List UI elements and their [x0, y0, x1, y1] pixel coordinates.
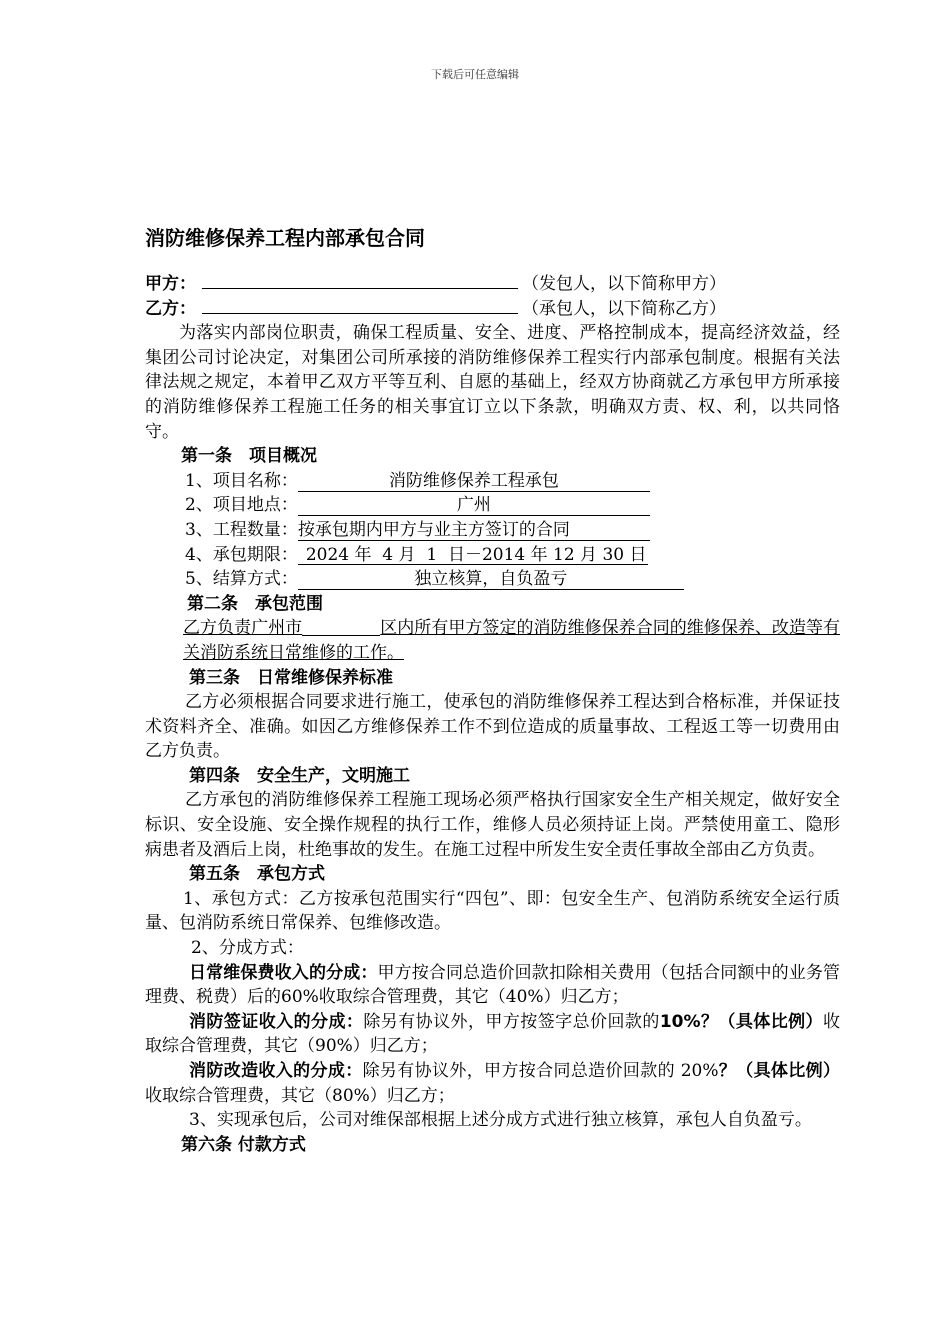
article-4-text: 乙方承包的消防维修保养工程施工现场必须严格执行国家安全生产相关规定，做好安全标识、安全设施、安全操作规程的执行工作，维修人员必须持证上岗。严禁使用童工、隐形病患者及酒后上岗，杜绝事故的发生。在施工过程中所发生安全责任事故全部由乙方负责。 — [145, 790, 840, 860]
split-visa-text-b: 收取综合管理费，其它（90%）归乙方； — [145, 1011, 840, 1057]
item-label: 2、项目地点： — [185, 495, 298, 516]
contract-period-item — [145, 543, 840, 568]
article-2-heading: 第二条 承包范围 — [187, 593, 323, 614]
article-1-heading: 第一条 项目概况 — [181, 446, 317, 467]
scope-text-b: 区内所有甲方签定的消防维修保养合同的维修保养、改造等有关消防系统日常维修的工作。 — [183, 618, 841, 663]
item-label: 3、工程数量： — [185, 519, 298, 540]
party-a-blank — [202, 272, 518, 289]
page-header: 下载后可任意编辑 — [431, 68, 519, 81]
intro-paragraph: 为落实内部岗位职责，确保工程质量、安全、进度、严格控制成本，提高经济效益，经集团公司讨论决定，对集团公司所承接的消防维修保养工程实行内部承包制度。根据有关法律法规之规定，本着甲乙双方平等互利、自愿的基础上，经双方协商就乙方承包甲方所承接的消防维修保养工程施工任务的相关事宜订立以下条款，明确双方责、权、利，以共同恪守。 — [145, 323, 840, 442]
item-value: 2024 年 4 月 1 日－2014 年 12 月 30 日 — [298, 543, 648, 565]
contract-document — [145, 224, 840, 1157]
split-renovation-text-a: 除另有协议外，甲方按合同总造价回款的 20% — [362, 1061, 719, 1081]
article-3-heading: 第三条 日常维修保养标准 — [189, 667, 393, 688]
item-label: 5、结算方式： — [185, 569, 298, 590]
item-value: 独立核算，自负盈亏 — [298, 567, 684, 590]
project-location-item — [145, 493, 840, 518]
party-a-line — [145, 272, 840, 297]
article-5-split-title: 2、分成方式： — [191, 938, 304, 959]
split-visa — [145, 1010, 840, 1059]
item-value: 广州 — [298, 493, 650, 516]
split-visa-ratio: 10%？（具体比例） — [659, 1011, 823, 1032]
split-renovation-ratio: ？（具体比例） — [718, 1061, 841, 1081]
split-renovation-label: 消防改造收入的分成： — [189, 1061, 363, 1081]
article-5-accounting: 3、实现承包后，公司对维保部根据上述分成方式进行独立核算，承包人自负盈亏。 — [189, 1110, 812, 1131]
split-renovation — [145, 1059, 840, 1108]
item-value: 按承包期内甲方与业主方签订的合同 — [298, 518, 650, 541]
split-maintenance-label: 日常维保费收入的分成： — [189, 962, 378, 983]
district-blank — [302, 616, 380, 636]
article-4-heading: 第四条 安全生产，文明施工 — [189, 765, 410, 786]
project-name-item — [145, 469, 840, 494]
party-b-label: 乙方： — [145, 298, 196, 319]
split-maintenance — [145, 961, 840, 1010]
item-label: 4、承包期限： — [185, 544, 298, 565]
project-quantity-item — [145, 518, 840, 543]
split-renovation-text-b: 收取综合管理费，其它（80%）归乙方； — [145, 1085, 455, 1106]
scope-text-a: 乙方负责广州市 — [183, 618, 303, 639]
article-6-heading: 第六条 付款方式 — [181, 1134, 306, 1155]
article-3-text: 乙方必须根据合同要求进行施工，使承包的消防维修保养工程达到合格标准，并保证技术资料齐全、准确。如因乙方维修保养工作不到位造成的质量事故、工程返工等一切费用由乙方负责。 — [145, 692, 840, 762]
item-value: 消防维修保养工程承包 — [298, 469, 650, 492]
article-2-text — [145, 616, 840, 665]
settlement-item — [145, 567, 840, 592]
document-title: 消防维修保养工程内部承包合同 — [145, 226, 425, 250]
item-label: 1、项目名称： — [185, 470, 298, 491]
split-visa-label: 消防签证收入的分成： — [189, 1011, 364, 1032]
party-b-line — [145, 297, 840, 322]
party-a-label: 甲方： — [145, 274, 196, 294]
party-a-note: （发包人，以下简称甲方） — [522, 274, 726, 294]
article-5-heading: 第五条 承包方式 — [189, 864, 325, 885]
article-5-mode: 1、承包方式：乙方按承包范围实行“四包”、即：包安全生产、包消防系统安全运行质量、包消防系统日常保养、包维修改造。 — [145, 888, 840, 934]
party-b-note: （承包人，以下简称乙方） — [522, 298, 726, 319]
party-b-blank — [202, 297, 518, 314]
split-maintenance-text: 甲方按合同总造价回款扣除相关费用（包括合同额中的业务管理费、税费）后的60%收取综合管理费，其它（40%）归乙方； — [145, 962, 841, 1008]
split-visa-text-a: 除另有协议外，甲方按签字总价回款的 — [363, 1011, 660, 1032]
